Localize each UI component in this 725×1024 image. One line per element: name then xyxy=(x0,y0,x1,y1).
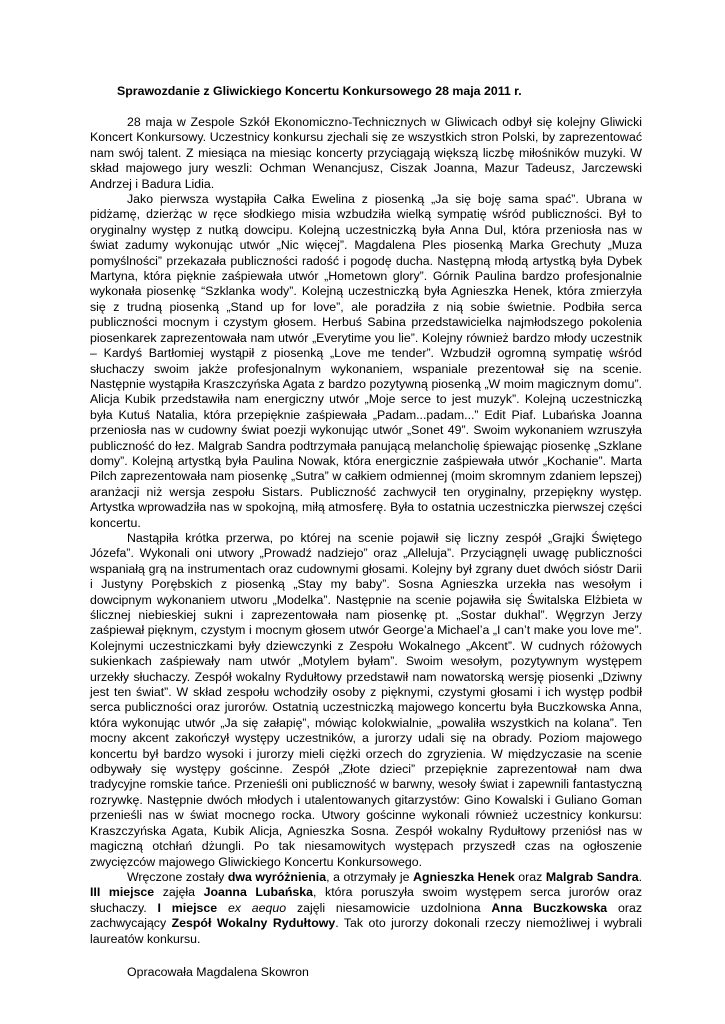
results-text: . xyxy=(638,869,642,884)
results-text: zajęła xyxy=(154,885,204,900)
results-italic: ex aequo xyxy=(227,900,287,915)
results-text: Wręczone zostały xyxy=(127,869,228,884)
results-bold-place: III miejsce xyxy=(90,885,155,900)
results-text: , która poruszyła swoim występem serca jurorów oraz słuchaczy. xyxy=(90,885,642,915)
paragraph-second-part: Nastąpiła krótka przerwa, po której na scenie pojawił się liczny zespół „Grajki Świętego Józefa”. Wykonali oni utwory „Prowadź nadziejo” oraz „Alleluja”. Przyciągnęli uwagę publiczności wspaniałą grą na instrumentach oraz cudownymi głosami. Kolejny był zgrany duet dwóch sióstr Darii i Justyny Porębskich z piosenką „Stay my baby”. Sosna Agnieszka urzekła nas wesołym i dowcipnym wykonaniem utworu „Modelka”. Następnie na scenie pojawiła się Świtalska Elżbieta w ślicznej niebieskiej sukni i zaprezentowała nam piosenkę pt. „Sostar dukhal”. Węgrzyn Jerzy zaśpiewał pięknym, czystym i mocnym głosem utwór George’a Michael’a „I can’t make you love me”. Kolejnymi uczestniczkami były dziewczynki z Zespołu Wokalnego „Akcent”. W cudnych różowych sukienkach zaśpiewały nam utwór „Motylem byłam”. Swoim wesołym, pozytywnym występem urzekły słuchaczy. Zespół wokalny Rydułtowy przedstawił nam nowatorską wersję piosenki „Dziwny jest ten świat”. W skład zespołu wchodziły osoby z pięknymi, czystymi głosami i ich występ podbił serca publiczności oraz jurorów. Ostatnią uczestniczką majowego koncertu była Buczkowska Anna, która wykonując utwór „Ja się załapię”, mówiąc kolokwialnie, „powaliła wszystkich na kolana”. Ten mocny akcent zakończył występy uczestników, a jurorzy udali się na obrady. Poziom majowego koncertu był bardzo wysoki i jurorzy mieli ciężki orzech do zgryzienia. W międzyczasie na scenie odbywały się występy gościnne. Zespół „Złote dzieci” przepięknie zaprezentował nam dwa tradycyjne romskie tańce. Przenieśli oni publiczność w barwny, wesoły świat i zapewnili fantastyczną rozrywkę. Następnie dwóch młodych i utalentowanych gitarzystów: Gino Kowalski i Guliano Goman przenieśli nas w świat mocnego rocka. Utwory gościnne wykonali również uczestnicy konkursu: Kraszczyńska Agata, Kubik Alicja, Agnieszka Sosna. Zespół wokalny Rydułtowy przeniósł nas w magiczną otchłań dżungli. Po tak niesamowitych występach przyszedł czas na ogłoszenie zwycięzców majowego Gliwickiego Koncertu Konkursowego. xyxy=(90,530,642,869)
results-text: . Tak oto jurorzy dokonali rzeczy niemożliwej i wybrali laureatów konkursu. xyxy=(90,916,643,946)
results-bold-honors: dwa wyróżnienia xyxy=(227,869,327,884)
results-bold-place: I miejsce xyxy=(157,900,218,915)
paragraph-results xyxy=(90,870,642,947)
results-bold-name: Anna Buczkowska xyxy=(491,900,608,915)
document-page xyxy=(90,84,642,980)
paragraph-intro: 28 maja w Zespole Szkół Ekonomiczno-Technicznych w Gliwicach odbył się kolejny Gliwicki Koncert Konkursowy. Uczestnicy konkursu zjechali się ze wszystkich stron Polski, by zaprezentować nam swój talent. Z miesiąca na miesiąc koncerty przyciągają większą liczbę miłośników muzyki. W skład majowego jury weszli: Ochman Wenancjusz, Ciszak Joanna, Mazur Tadeusz, Jarczewski Andrzej i Badura Lidia. xyxy=(90,115,642,191)
results-text: oraz zachwycający xyxy=(90,900,643,931)
results-bold-name: Zespół Wokalny Rydułtowy xyxy=(171,916,336,931)
results-text: oraz xyxy=(514,869,546,884)
signature: Opracowała Magdalena Skowron xyxy=(127,964,309,979)
results-text: , a otrzymały je xyxy=(326,869,414,884)
results-text: zajęli niesamowicie uzdolniona xyxy=(286,900,492,915)
document-title: Sprawozdanie z Gliwickiego Koncertu Konkursowego 28 maja 2011 r. xyxy=(117,84,522,98)
paragraph-first-part: Jako pierwsza wystąpiła Całka Ewelina z piosenką „Ja się boję sama spać”. Ubrana w pidżamę, dzierżąc w ręce słodkiego misia wzbudziła wielką sympatię wśród publiczności. Był to oryginalny występ z nutką dowcipu. Kolejną uczestniczką była Anna Dul, która przeniosła nas w świat zadumy wykonując utwór „Nic więcej”. Magdalena Ples piosenką Marka Grechuty „Muza pomyślności” przekazała publiczności radość i pogodę ducha. Następną młodą artystką była Dybek Martyna, która pięknie zaśpiewała utwór „Hometown glory”. Górnik Paulina bardzo profesjonalnie wykonała piosenkę “Szklanka wody”. Kolejną uczestniczką była Agnieszka Henek, która zmierzyła się z trudną piosenką „Stand up for love”, ale poradziła z nią sobie świetnie. Podbiła serca publiczności mocnym i czystym głosem. Herbuś Sabina przedstawicielka najmłodszego pokolenia piosenkarek zaprezentowała nam utwór „Everytime you lie”. Kolejny również bardzo młody uczestnik – Kardyś Bartłomiej wystąpił z piosenką „Love me tender”. Wzbudził ogromną sympatię wśród słuchaczy swoim jakże profesjonalnym wykonaniem, wspaniale prezentował się na scenie. Następnie wystąpiła Kraszczyńska Agata z bardzo pozytywną piosenką „W moim magicznym domu”. Alicja Kubik przedstawiła nam energiczny utwór „Moje serce to jest muzyk”. Kolejną uczestniczką była Kutuś Natalia, która przepięknie zaśpiewała „Padam...padam...” Edit Piaf. Lubańska Joanna przeniosła nas w cudowny świat poezji wykonując utwór „Sonet 49”. Swoim wykonaniem wzruszyła publiczność do łez. Malgrab Sandra podtrzymała panującą melancholię śpiewając piosenkę „Szklane domy”. Kolejną artystką była Paulina Nowak, która energicznie zaśpiewała utwór „Kochanie”. Marta Pilch zaprezentowała nam piosenkę „Sutra” w całkiem odmiennej (moim skromnym zdaniem lepszej) aranżacji niż wersja zespołu Sistars. Publiczność zachwycił ten oryginalny, przepiękny występ. Artystka wprowadziła nas w spokojną, miłą atmosferę. Była to ostatnia uczestniczka pierwszej części koncertu. xyxy=(90,192,642,530)
results-bold-name: Joanna Lubańska xyxy=(203,885,314,900)
results-bold-name: Malgrab Sandra xyxy=(545,869,639,884)
results-bold-name: Agnieszka Henek xyxy=(413,869,515,884)
results-text xyxy=(217,901,228,915)
